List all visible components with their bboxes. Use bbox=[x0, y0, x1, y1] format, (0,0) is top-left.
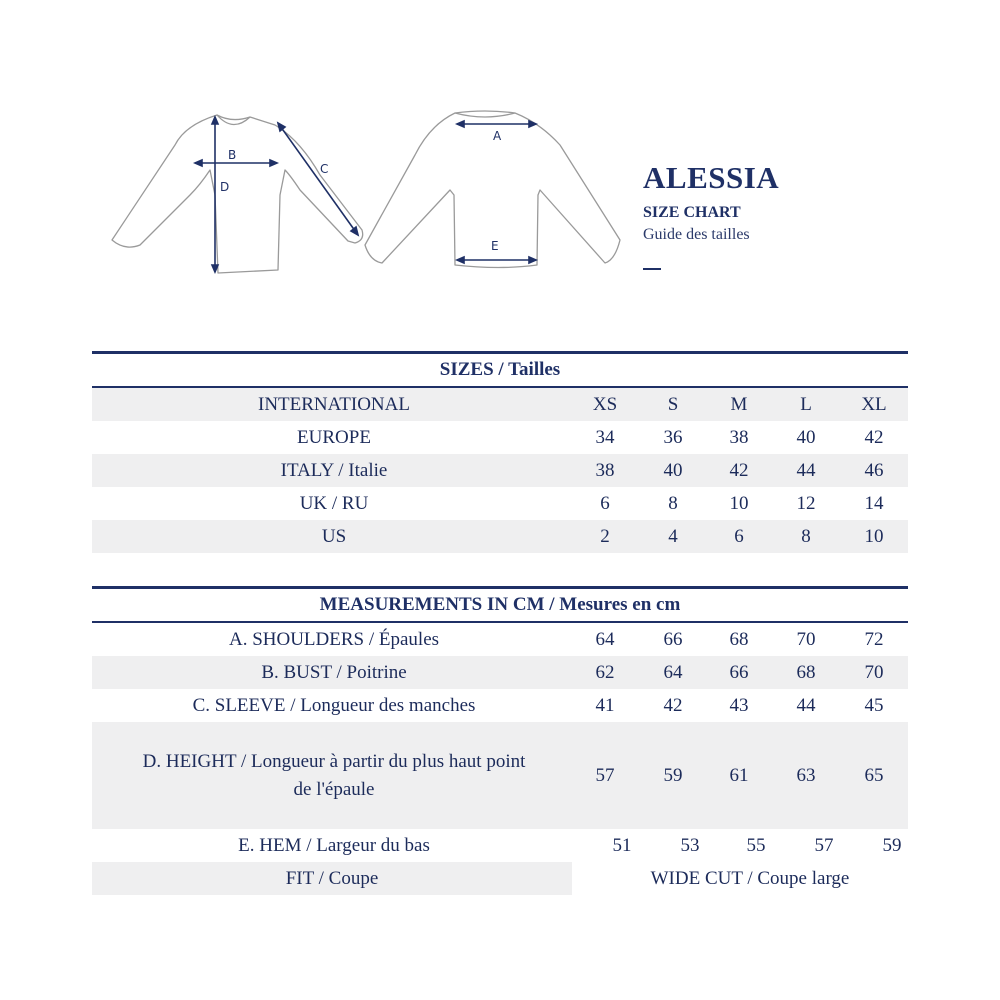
shoulders-arrowhead-right bbox=[529, 121, 536, 127]
sleeve-arrowhead-bottom bbox=[351, 227, 358, 235]
cell: 40 bbox=[796, 427, 816, 448]
cell: 55 bbox=[746, 835, 766, 856]
cell: 62 bbox=[595, 662, 615, 683]
row-label: INTERNATIONAL bbox=[258, 394, 410, 415]
sleeve-arrow bbox=[278, 123, 358, 235]
size-chart-subtitle: SIZE CHART bbox=[643, 204, 741, 221]
cell: XL bbox=[861, 394, 887, 415]
cell: 70 bbox=[796, 629, 816, 650]
cell: L bbox=[800, 394, 812, 415]
cell: 6 bbox=[734, 526, 744, 547]
cell: 51 bbox=[612, 835, 632, 856]
cell: 68 bbox=[796, 662, 816, 683]
cell: 42 bbox=[864, 427, 884, 448]
diagram-label-b: B bbox=[228, 148, 237, 162]
cell: 10 bbox=[864, 526, 884, 547]
cell: 4 bbox=[668, 526, 678, 547]
size-chart-subtitle-fr: Guide des tailles bbox=[643, 226, 750, 243]
height-arrowhead-top bbox=[212, 117, 218, 124]
cell: 8 bbox=[801, 526, 811, 547]
fit-value: WIDE CUT / Coupe large bbox=[650, 868, 850, 889]
row-label-line-1: D. HEIGHT / Longueur à partir du plus haut point bbox=[142, 751, 526, 772]
sizes-table bbox=[92, 351, 908, 553]
sleeve-arrowhead-top bbox=[278, 123, 285, 131]
cell: 61 bbox=[729, 765, 749, 786]
height-arrowhead-bottom bbox=[212, 265, 218, 272]
diagram-label-c: C bbox=[320, 162, 329, 176]
row-label: C. SLEEVE / Longueur des manches bbox=[192, 695, 476, 716]
row-label: A. SHOULDERS / Épaules bbox=[228, 629, 440, 650]
cell: 14 bbox=[864, 493, 884, 514]
cell: 63 bbox=[796, 765, 816, 786]
row-label: EUROPE bbox=[297, 427, 371, 448]
table-row bbox=[92, 689, 908, 722]
back-neckline bbox=[455, 113, 515, 117]
product-title: ALESSIA bbox=[643, 160, 780, 195]
cell: 68 bbox=[729, 629, 749, 650]
row-label: US bbox=[321, 526, 347, 547]
cell: M bbox=[730, 394, 748, 415]
row-label bbox=[92, 748, 576, 804]
table-row bbox=[92, 722, 908, 829]
row-label: ITALY / Italie bbox=[280, 460, 388, 481]
cell: S bbox=[667, 394, 679, 415]
cell: 38 bbox=[729, 427, 749, 448]
table-row bbox=[92, 421, 908, 454]
title-divider bbox=[643, 268, 661, 270]
cell: 10 bbox=[729, 493, 749, 514]
row-label: B. BUST / Poitrine bbox=[261, 662, 407, 683]
cell: 34 bbox=[595, 427, 615, 448]
cell: 2 bbox=[600, 526, 610, 547]
hem-arrowhead-left bbox=[457, 257, 464, 263]
cell: 59 bbox=[882, 835, 902, 856]
cell: 66 bbox=[663, 629, 683, 650]
cell: 65 bbox=[864, 765, 884, 786]
table-row bbox=[92, 862, 908, 895]
table-row bbox=[92, 656, 908, 689]
cell: 8 bbox=[668, 493, 678, 514]
cell: 64 bbox=[663, 662, 683, 683]
cell: 46 bbox=[864, 460, 884, 481]
diagram-label-d: D bbox=[220, 180, 230, 194]
diagram-label-a: A bbox=[493, 129, 502, 143]
cell: 45 bbox=[864, 695, 884, 716]
diagram-label-e: E bbox=[491, 239, 499, 253]
cell: 38 bbox=[595, 460, 615, 481]
cell: 64 bbox=[595, 629, 615, 650]
measurements-heading: MEASUREMENTS IN CM / Mesures en cm bbox=[319, 594, 681, 615]
table-row bbox=[92, 487, 908, 520]
cell: 57 bbox=[814, 835, 834, 856]
cell: 53 bbox=[680, 835, 700, 856]
cell: 41 bbox=[595, 695, 615, 716]
bust-arrowhead-right bbox=[270, 160, 277, 166]
row-label: E. HEM / Largeur du bas bbox=[238, 835, 430, 856]
cell: 59 bbox=[663, 765, 683, 786]
cell: 70 bbox=[864, 662, 884, 683]
table-row bbox=[92, 520, 908, 553]
measurements-table bbox=[92, 586, 908, 895]
cell: 42 bbox=[729, 460, 749, 481]
cell: 40 bbox=[663, 460, 683, 481]
cell: 44 bbox=[796, 460, 816, 481]
cell: 43 bbox=[729, 695, 749, 716]
cell: 72 bbox=[864, 629, 884, 650]
garment-diagram-svg bbox=[100, 95, 640, 285]
cell: 12 bbox=[796, 493, 816, 514]
cell: 66 bbox=[729, 662, 749, 683]
bust-arrowhead-left bbox=[195, 160, 202, 166]
hem-arrowhead-right bbox=[529, 257, 536, 263]
table-row bbox=[92, 829, 908, 862]
garment-diagram bbox=[100, 95, 640, 285]
row-label: UK / RU bbox=[299, 493, 369, 514]
front-garment-outline bbox=[112, 115, 363, 273]
sizes-heading: SIZES / Tailles bbox=[439, 359, 561, 380]
table-row bbox=[92, 454, 908, 487]
cell: 57 bbox=[595, 765, 615, 786]
title-block bbox=[643, 160, 779, 270]
table-row bbox=[92, 623, 908, 656]
cell: 44 bbox=[796, 695, 816, 716]
cell: 36 bbox=[663, 427, 683, 448]
cell: XS bbox=[592, 394, 618, 415]
cell: 6 bbox=[600, 493, 610, 514]
row-label: FIT / Coupe bbox=[285, 868, 379, 889]
row-label-line-2: de l'épaule bbox=[293, 779, 375, 800]
shoulders-arrowhead-left bbox=[457, 121, 464, 127]
cell: 42 bbox=[663, 695, 683, 716]
table-row bbox=[92, 388, 908, 421]
